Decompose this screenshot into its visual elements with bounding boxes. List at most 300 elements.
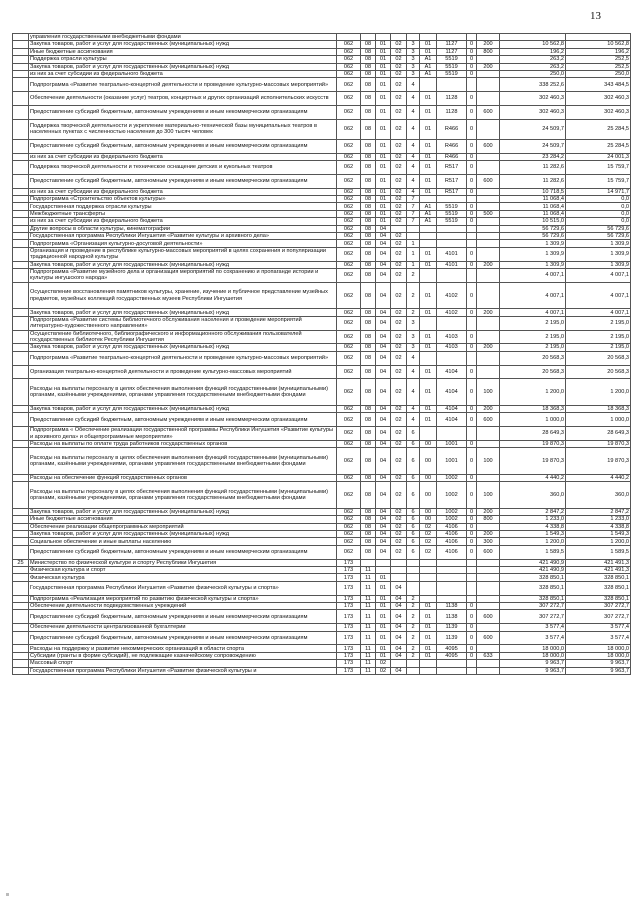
amount-year1-cell: 11 068,4: [500, 203, 566, 210]
program-code-cell: 02: [391, 139, 407, 153]
row-number-cell: [13, 41, 29, 48]
program-code-cell: 02: [391, 440, 407, 447]
subsection-code-cell: 04: [376, 405, 391, 412]
amount-year1-cell: 3 577,4: [500, 631, 566, 645]
row-name-cell: Расходы на выплаты персоналу в целях обеспечения выполнения функций государственными (муниципальными) органами, казёнными учреждениями, органами управления государственными внебюджетными фондами: [29, 379, 337, 406]
sub-direction-code-cell: [467, 316, 477, 330]
sub-direction-code-cell: 0: [467, 624, 477, 631]
direction-code-cell: 1002: [437, 516, 467, 523]
row-number-cell: [13, 161, 29, 175]
amount-year1-cell: 263,2: [500, 56, 566, 63]
subprogram-code-cell: 4: [407, 188, 420, 195]
program-code-cell: [391, 225, 407, 232]
row-number-cell: [13, 218, 29, 225]
amount-year2-cell: 56 729,6: [566, 225, 631, 232]
amount-year1-cell: 19 870,3: [500, 440, 566, 447]
table-row: [13, 203, 631, 210]
amount-year2-cell: 343 484,5: [566, 78, 631, 92]
row-name-cell: Массовый спорт: [29, 660, 337, 667]
subprogram-code-cell: 3: [407, 344, 420, 351]
row-name-cell: Закупка товаров, работ и услуг для государственных (муниципальных) нужд: [29, 344, 337, 351]
amount-year1-cell: 4 007,1: [500, 269, 566, 283]
amount-year1-cell: 328 850,1: [500, 595, 566, 602]
expense-type-code-cell: 800: [477, 48, 500, 55]
sub-direction-code-cell: [467, 269, 477, 283]
page-number: 13: [590, 10, 601, 22]
sub-direction-code-cell: 0: [467, 344, 477, 351]
table-row: [13, 365, 631, 379]
amount-year2-cell: 307 272,7: [566, 603, 631, 610]
row-number-cell: [13, 603, 29, 610]
table-row: [13, 233, 631, 240]
amount-year1-cell: 1 309,9: [500, 247, 566, 261]
expense-type-code-cell: [477, 225, 500, 232]
subsection-code-cell: 04: [376, 379, 391, 406]
ministry-code-cell: 062: [337, 56, 361, 63]
program-code-cell: 02: [391, 474, 407, 481]
section-code-cell: 08: [361, 316, 376, 330]
amount-year2-cell: 25 284,5: [566, 139, 631, 153]
subprogram-code-cell: 4: [407, 351, 420, 365]
direction-code-cell: 5519: [437, 203, 467, 210]
table-row: [13, 567, 631, 574]
row-number-cell: [13, 660, 29, 667]
row-number-cell: 25: [13, 559, 29, 566]
amount-year1-cell: 1 200,0: [500, 379, 566, 406]
program-code-cell: 02: [391, 365, 407, 379]
table-row: [13, 581, 631, 595]
section-code-cell: 11: [361, 567, 376, 574]
sub-direction-code-cell: [467, 595, 477, 602]
measure-code-cell: 01: [420, 282, 437, 309]
amount-year1-cell: 24 509,7: [500, 139, 566, 153]
row-number-cell: [13, 610, 29, 624]
amount-year1-cell: 11 282,6: [500, 174, 566, 188]
program-code-cell: 02: [391, 188, 407, 195]
direction-code-cell: 1001: [437, 448, 467, 475]
ministry-code-cell: 062: [337, 78, 361, 92]
expense-type-code-cell: [477, 188, 500, 195]
measure-code-cell: 00: [420, 508, 437, 515]
row-number-cell: [13, 56, 29, 63]
sub-direction-code-cell: 0: [467, 652, 477, 659]
amount-year2-cell: 3 577,4: [566, 624, 631, 631]
expense-type-code-cell: [477, 567, 500, 574]
amount-year1-cell: 4 007,1: [500, 309, 566, 316]
subprogram-code-cell: 2: [407, 309, 420, 316]
amount-year1-cell: 2 195,0: [500, 330, 566, 344]
amount-year2-cell: 10 562,8: [566, 41, 631, 48]
subsection-code-cell: 04: [376, 282, 391, 309]
subsection-code-cell: 01: [376, 92, 391, 106]
ministry-code-cell: 062: [337, 240, 361, 247]
ministry-code-cell: 062: [337, 63, 361, 70]
row-number-cell: [13, 567, 29, 574]
program-code-cell: 04: [391, 645, 407, 652]
subsection-code-cell: 04: [376, 365, 391, 379]
measure-code-cell: A1: [420, 70, 437, 77]
row-number-cell: [13, 188, 29, 195]
row-number-cell: [13, 365, 29, 379]
amount-year2-cell: 1 309,9: [566, 247, 631, 261]
direction-code-cell: [437, 269, 467, 283]
amount-year2-cell: 19 870,3: [566, 448, 631, 475]
amount-year1-cell: 18 368,3: [500, 405, 566, 412]
program-code-cell: 02: [391, 538, 407, 545]
row-number-cell: [13, 574, 29, 581]
program-code-cell: 02: [391, 316, 407, 330]
program-code-cell: 04: [391, 667, 407, 674]
subsection-code-cell: 01: [376, 78, 391, 92]
table-row: [13, 603, 631, 610]
amount-year2-cell: 24 001,3: [566, 153, 631, 160]
direction-code-cell: [437, 351, 467, 365]
subprogram-code-cell: 4: [407, 379, 420, 406]
table-row: [13, 531, 631, 538]
amount-year2-cell: 0,0: [566, 196, 631, 203]
measure-code-cell: 01: [420, 174, 437, 188]
direction-code-cell: 1002: [437, 508, 467, 515]
program-code-cell: 02: [391, 309, 407, 316]
section-code-cell: 08: [361, 365, 376, 379]
ministry-code-cell: 062: [337, 516, 361, 523]
expense-type-code-cell: 100: [477, 482, 500, 509]
subsection-code-cell: 04: [376, 240, 391, 247]
subsection-code-cell: 01: [376, 161, 391, 175]
ministry-code-cell: 062: [337, 218, 361, 225]
table-row: [13, 574, 631, 581]
sub-direction-code-cell: 0: [467, 153, 477, 160]
measure-code-cell: 01: [420, 344, 437, 351]
amount-year2-cell: 1 200,0: [566, 379, 631, 406]
subsection-code-cell: [376, 567, 391, 574]
amount-year1-cell: 18 000,0: [500, 645, 566, 652]
measure-code-cell: 01: [420, 105, 437, 119]
program-code-cell: 02: [391, 531, 407, 538]
table-row: [13, 413, 631, 427]
program-code-cell: 02: [391, 174, 407, 188]
table-row: [13, 261, 631, 268]
subprogram-code-cell: 6: [407, 531, 420, 538]
expense-type-code-cell: [477, 119, 500, 139]
ministry-code-cell: 173: [337, 559, 361, 566]
measure-code-cell: [420, 427, 437, 441]
sub-direction-code-cell: 0: [467, 508, 477, 515]
measure-code-cell: 01: [420, 365, 437, 379]
row-name-cell: Министерство по физической культуре и спорту Республики Ингушетия: [29, 559, 337, 566]
sub-direction-code-cell: 0: [467, 610, 477, 624]
subsection-code-cell: 04: [376, 330, 391, 344]
subprogram-code-cell: 2: [407, 282, 420, 309]
expense-type-code-cell: [477, 603, 500, 610]
row-name-cell: Предоставление субсидий бюджетным, автономным учреждениям и иным некоммерческим организациям: [29, 545, 337, 559]
amount-year1-cell: 1 200,0: [500, 538, 566, 545]
expense-type-code-cell: [477, 153, 500, 160]
amount-year1-cell: 56 729,6: [500, 233, 566, 240]
amount-year2-cell: [566, 34, 631, 41]
table-row: [13, 92, 631, 106]
amount-year1-cell: 360,0: [500, 482, 566, 509]
program-code-cell: 02: [391, 344, 407, 351]
subsection-code-cell: [376, 559, 391, 566]
subsection-code-cell: 04: [376, 413, 391, 427]
row-number-cell: [13, 474, 29, 481]
table-row: [13, 218, 631, 225]
subsection-code-cell: 01: [376, 603, 391, 610]
section-code-cell: 08: [361, 174, 376, 188]
subprogram-code-cell: 1: [407, 261, 420, 268]
row-number-cell: [13, 413, 29, 427]
section-code-cell: 08: [361, 330, 376, 344]
program-code-cell: 02: [391, 218, 407, 225]
expense-type-code-cell: [477, 233, 500, 240]
measure-code-cell: A1: [420, 56, 437, 63]
row-name-cell: Государственная программа Республики Ингушетия «Развитие физической культуры и спорта»: [29, 581, 337, 595]
subsection-code-cell: 02: [376, 667, 391, 674]
row-number-cell: [13, 440, 29, 447]
program-code-cell: 02: [391, 448, 407, 475]
section-code-cell: 11: [361, 610, 376, 624]
sub-direction-code-cell: 0: [467, 174, 477, 188]
measure-code-cell: 01: [420, 603, 437, 610]
section-code-cell: 11: [361, 574, 376, 581]
amount-year1-cell: 4 440,2: [500, 474, 566, 481]
subsection-code-cell: 01: [376, 574, 391, 581]
program-code-cell: 02: [391, 523, 407, 530]
row-name-cell: Подпрограмма «Развитие системы библиотечного обслуживания населения и проведение мероприятий литературно-художественного направления»: [29, 316, 337, 330]
subprogram-code-cell: 4: [407, 153, 420, 160]
ministry-code-cell: 062: [337, 427, 361, 441]
amount-year2-cell: 9 963,7: [566, 667, 631, 674]
sub-direction-code-cell: 0: [467, 523, 477, 530]
row-number-cell: [13, 282, 29, 309]
subsection-code-cell: 04: [376, 440, 391, 447]
row-number-cell: [13, 70, 29, 77]
subprogram-code-cell: 3: [407, 316, 420, 330]
table-row: [13, 660, 631, 667]
subsection-code-cell: 01: [376, 218, 391, 225]
subprogram-code-cell: [407, 567, 420, 574]
section-code-cell: 08: [361, 247, 376, 261]
row-number-cell: [13, 379, 29, 406]
amount-year1-cell: 10 562,8: [500, 41, 566, 48]
amount-year1-cell: 263,2: [500, 63, 566, 70]
direction-code-cell: 1128: [437, 105, 467, 119]
section-code-cell: 08: [361, 413, 376, 427]
program-code-cell: 02: [391, 379, 407, 406]
ministry-code-cell: 062: [337, 105, 361, 119]
direction-code-cell: 1002: [437, 474, 467, 481]
measure-code-cell: 01: [420, 161, 437, 175]
subsection-code-cell: 04: [376, 427, 391, 441]
measure-code-cell: 01: [420, 261, 437, 268]
measure-code-cell: 01: [420, 631, 437, 645]
program-code-cell: 02: [391, 92, 407, 106]
ministry-code-cell: 062: [337, 282, 361, 309]
amount-year1-cell: 24 509,7: [500, 119, 566, 139]
program-code-cell: 02: [391, 41, 407, 48]
direction-code-cell: [437, 240, 467, 247]
amount-year1-cell: 421 490,9: [500, 567, 566, 574]
sub-direction-code-cell: 0: [467, 365, 477, 379]
expense-type-code-cell: [477, 161, 500, 175]
direction-code-cell: 4101: [437, 261, 467, 268]
measure-code-cell: 01: [420, 153, 437, 160]
subprogram-code-cell: 1: [407, 240, 420, 247]
table-row: [13, 174, 631, 188]
row-number-cell: [13, 667, 29, 674]
subprogram-code-cell: 6: [407, 448, 420, 475]
expense-type-code-cell: [477, 474, 500, 481]
measure-code-cell: 01: [420, 330, 437, 344]
section-code-cell: 08: [361, 427, 376, 441]
ministry-code-cell: 062: [337, 48, 361, 55]
sub-direction-code-cell: 0: [467, 247, 477, 261]
subprogram-code-cell: 6: [407, 516, 420, 523]
amount-year2-cell: 1 549,3: [566, 531, 631, 538]
row-number-cell: [13, 34, 29, 41]
expense-type-code-cell: [477, 427, 500, 441]
amount-year2-cell: 3 577,4: [566, 631, 631, 645]
row-name-cell: Подпрограмма «Реализация мероприятий по развитию физической культуры и спорта»: [29, 595, 337, 602]
expense-type-code-cell: 600: [477, 545, 500, 559]
row-name-cell: Подпрограмма «Развитие музейного дела и организация мероприятий по сохранению и пропаганде истории и культуры ингушского народа»: [29, 269, 337, 283]
subprogram-code-cell: 2: [407, 645, 420, 652]
direction-code-cell: [437, 225, 467, 232]
amount-year1-cell: 10 515,0: [500, 218, 566, 225]
amount-year1-cell: 196,2: [500, 48, 566, 55]
section-code-cell: 08: [361, 351, 376, 365]
direction-code-cell: [437, 34, 467, 41]
program-code-cell: 02: [391, 545, 407, 559]
expense-type-code-cell: [477, 196, 500, 203]
sub-direction-code-cell: 0: [467, 538, 477, 545]
section-code-cell: 08: [361, 344, 376, 351]
measure-code-cell: 00: [420, 448, 437, 475]
subprogram-code-cell: [407, 559, 420, 566]
measure-code-cell: A1: [420, 210, 437, 217]
amount-year1-cell: 11 068,4: [500, 210, 566, 217]
row-name-cell: Расходы на выплаты по оплате труда работников государственных органов: [29, 440, 337, 447]
table-row: [13, 282, 631, 309]
ministry-code-cell: 062: [337, 413, 361, 427]
subprogram-code-cell: 4: [407, 78, 420, 92]
amount-year2-cell: 25 284,5: [566, 119, 631, 139]
expense-type-code-cell: [477, 645, 500, 652]
expense-type-code-cell: 200: [477, 261, 500, 268]
program-code-cell: [391, 574, 407, 581]
amount-year1-cell: 328 850,1: [500, 574, 566, 581]
row-name-cell: Подпрограмма «Строительство объектов культуры»: [29, 196, 337, 203]
amount-year2-cell: 4 007,1: [566, 269, 631, 283]
row-number-cell: [13, 247, 29, 261]
sub-direction-code-cell: [467, 567, 477, 574]
subsection-code-cell: 01: [376, 188, 391, 195]
measure-code-cell: [420, 351, 437, 365]
amount-year2-cell: 15 759,7: [566, 174, 631, 188]
direction-code-cell: 4106: [437, 523, 467, 530]
budget-table-body: [13, 34, 631, 675]
subprogram-code-cell: [407, 34, 420, 41]
section-code-cell: 11: [361, 603, 376, 610]
row-name-cell: из них за счет субсидии из федерального бюджета: [29, 153, 337, 160]
amount-year2-cell: 2 195,0: [566, 316, 631, 330]
amount-year1-cell: [500, 34, 566, 41]
direction-code-cell: 1128: [437, 92, 467, 106]
subprogram-code-cell: 7: [407, 210, 420, 217]
sub-direction-code-cell: [467, 574, 477, 581]
row-name-cell: Расходы на выплаты персоналу в целях обеспечения выполнения функций государственными (муниципальными) органами, казёнными учреждениями, органами управления государственными внебюджетными фондами: [29, 448, 337, 475]
measure-code-cell: 01: [420, 309, 437, 316]
expense-type-code-cell: [477, 218, 500, 225]
section-code-cell: 08: [361, 269, 376, 283]
table-row: [13, 247, 631, 261]
measure-code-cell: 01: [420, 652, 437, 659]
ministry-code-cell: 173: [337, 610, 361, 624]
section-code-cell: 08: [361, 440, 376, 447]
measure-code-cell: 01: [420, 48, 437, 55]
subprogram-code-cell: 2: [407, 603, 420, 610]
program-code-cell: [391, 660, 407, 667]
direction-code-cell: 4095: [437, 645, 467, 652]
row-number-cell: [13, 427, 29, 441]
subprogram-code-cell: 4: [407, 139, 420, 153]
program-code-cell: 04: [391, 595, 407, 602]
amount-year2-cell: 1 309,9: [566, 261, 631, 268]
sub-direction-code-cell: 0: [467, 63, 477, 70]
subsection-code-cell: 01: [376, 70, 391, 77]
direction-code-cell: 1002: [437, 482, 467, 509]
row-name-cell: Предоставление субсидий бюджетным, автономным учреждениям и иным некоммерческим организациям: [29, 139, 337, 153]
measure-code-cell: 00: [420, 440, 437, 447]
direction-code-cell: 1127: [437, 41, 467, 48]
expense-type-code-cell: 500: [477, 210, 500, 217]
ministry-code-cell: 062: [337, 196, 361, 203]
row-name-cell: Закупка товаров, работ и услуг для государственных (муниципальных) нужд: [29, 261, 337, 268]
sub-direction-code-cell: 0: [467, 261, 477, 268]
subsection-code-cell: 01: [376, 174, 391, 188]
direction-code-cell: 4102: [437, 282, 467, 309]
section-code-cell: 08: [361, 523, 376, 530]
ministry-code-cell: 062: [337, 119, 361, 139]
section-code-cell: 08: [361, 405, 376, 412]
subsection-code-cell: 04: [376, 508, 391, 515]
row-name-cell: Закупка товаров, работ и услуг для государственных (муниципальных) нужд: [29, 309, 337, 316]
program-code-cell: 04: [391, 631, 407, 645]
direction-code-cell: 4104: [437, 365, 467, 379]
table-row: [13, 405, 631, 412]
program-code-cell: 02: [391, 261, 407, 268]
section-code-cell: 08: [361, 196, 376, 203]
program-code-cell: 02: [391, 330, 407, 344]
row-name-cell: Обеспечение деятельности подведомственных учреждений: [29, 603, 337, 610]
table-row: [13, 559, 631, 566]
sub-direction-code-cell: [467, 660, 477, 667]
measure-code-cell: A1: [420, 218, 437, 225]
expense-type-code-cell: 200: [477, 63, 500, 70]
subsection-code-cell: 01: [376, 595, 391, 602]
row-name-cell: Закупка товаров, работ и услуг для государственных (муниципальных) нужд: [29, 508, 337, 515]
amount-year2-cell: 14 971,7: [566, 188, 631, 195]
row-name-cell: Осуществление библиотечного, библиографического и информационного обслуживания пользователей государственных библиотек Республики Ингушетия: [29, 330, 337, 344]
section-code-cell: 08: [361, 203, 376, 210]
expense-type-code-cell: 600: [477, 139, 500, 153]
sub-direction-code-cell: 0: [467, 188, 477, 195]
subsection-code-cell: 04: [376, 538, 391, 545]
amount-year2-cell: 1 000,0: [566, 413, 631, 427]
sub-direction-code-cell: 0: [467, 48, 477, 55]
subprogram-code-cell: 1: [407, 247, 420, 261]
